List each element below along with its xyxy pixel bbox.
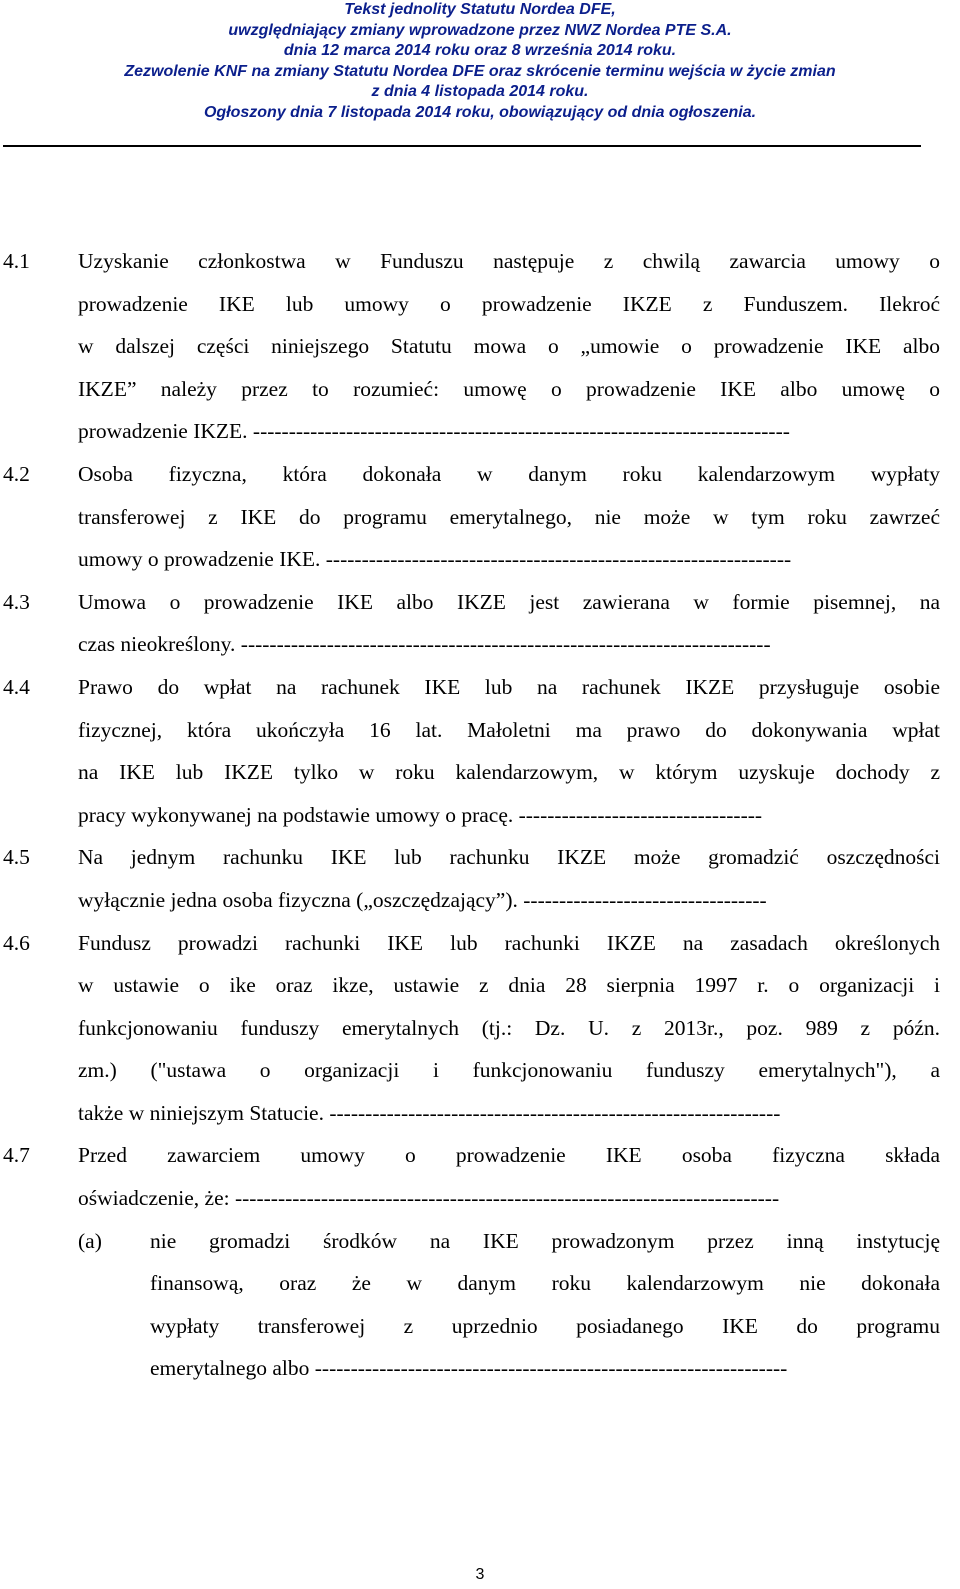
paragraph-line: funkcjonowaniu funduszy emerytalnych (tj.: Dz. U. z 2013r., poz. 989 z późn.	[78, 1015, 940, 1040]
section-4-2	[0, 453, 960, 496]
page-number: 3	[475, 1566, 485, 1583]
paragraph-line: Na jednym rachunku IKE lub rachunku IKZE może gromadzić oszczędności	[78, 845, 940, 870]
subitem-label: (a)	[78, 1228, 102, 1253]
paragraph-line: także w niniejszym Statucie. ---------------------------------------------------------------	[78, 1100, 781, 1125]
paragraph-line: Uzyskanie członkostwa w Funduszu następuje z chwilą zawarcia umowy o	[78, 249, 940, 273]
paragraph-line: w ustawie o ike oraz ikze, ustawie z dnia 28 sierpnia 1997 r. o organizacji i	[78, 973, 940, 998]
paragraph-line: w dalszej części niniejszego Statutu mowa o „umowie o prowadzenie IKE albo	[78, 334, 940, 359]
paragraph-line: prowadzenie IKE lub umowy o prowadzenie IKZE z Funduszem. Ilekroć	[78, 291, 940, 316]
paragraph-line: wyłącznie jedna osoba fizyczna („oszczędzający”). ----------------------------------	[78, 887, 767, 912]
paragraph-line: wypłaty transferowej z uprzednio posiadanego IKE do programu	[150, 1313, 940, 1338]
paragraph-line: umowy o prowadzenie IKE. -----------------------------------------------------------------	[78, 547, 792, 572]
header-line: Zezwolenie KNF na zmiany Statutu Nordea DFE oraz skrócenie terminu wejścia w życie zmian	[124, 62, 836, 80]
paragraph-line: oświadczenie, że: ----------------------------------------------------------------------------	[78, 1186, 780, 1211]
header-line: uwzględniający zmiany wprowadzone przez NWZ Nordea PTE S.A.	[228, 21, 732, 39]
section-4-5	[0, 836, 960, 879]
header-line: z dnia 4 listopada 2014 roku.	[371, 83, 589, 101]
paragraph-line: Umowa o prowadzenie IKE albo IKZE jest zawierana w formie pisemnej, na	[78, 589, 940, 614]
section-4-4	[0, 666, 960, 709]
subitem-a	[0, 1220, 960, 1263]
header-divider	[3, 145, 921, 147]
paragraph-line: emerytalnego albo ------------------------------------------------------------------	[150, 1356, 788, 1381]
paragraph-line: fizycznej, która ukończyła 16 lat. Małoletni ma prawo do dokonywania wpłat	[78, 717, 940, 742]
header-line: Tekst jednolity Statutu Nordea DFE,	[344, 1, 616, 18]
section-4-6	[0, 922, 960, 965]
paragraph-line: nie gromadzi środków na IKE prowadzonym przez inną instytucję	[150, 1228, 940, 1253]
section-number: 4.2	[3, 461, 30, 486]
section-number: 4.6	[3, 930, 30, 955]
paragraph-line: Prawo do wpłat na rachunek IKE lub na rachunek IKZE przysługuje osobie	[78, 674, 940, 699]
paragraph-line: zm.) ("ustawa o organizacji i funkcjonowaniu funduszy emerytalnych"), a	[78, 1058, 940, 1083]
header-line: Ogłoszony dnia 7 listopada 2014 roku, obowiązujący od dnia ogłoszenia.	[203, 103, 757, 121]
document-body	[0, 240, 960, 1390]
section-4-7	[0, 1134, 960, 1177]
paragraph-line: pracy wykonywanej na podstawie umowy o pracę. ----------------------------------	[78, 802, 763, 827]
paragraph-line: czas nieokreślony. --------------------------------------------------------------------------	[78, 632, 771, 657]
paragraph-line: prowadzenie IKZE. ---------------------------------------------------------------------------	[78, 419, 790, 444]
paragraph-line: finansową, oraz że w danym roku kalendarzowym nie dokonała	[150, 1271, 940, 1296]
paragraph-line: na IKE lub IKZE tylko w roku kalendarzowym, w którym uzyskuje dochody z	[78, 760, 940, 785]
section-number: 4.1	[3, 249, 30, 273]
paragraph-line: Osoba fizyczna, która dokonała w danym roku kalendarzowym wypłaty	[78, 461, 940, 486]
section-number: 4.4	[3, 674, 30, 699]
paragraph-line: IKZE” należy przez to rozumieć: umowę o prowadzenie IKE albo umowę o	[78, 376, 940, 401]
section-number: 4.3	[3, 589, 30, 614]
document-header	[0, 0, 960, 124]
paragraph-line: Fundusz prowadzi rachunki IKE lub rachunki IKZE na zasadach określonych	[78, 930, 940, 955]
section-4-1	[0, 240, 960, 283]
paragraph-line: transferowej z IKE do programu emerytalnego, nie może w tym roku zawrzeć	[78, 504, 940, 529]
section-number: 4.7	[3, 1143, 30, 1168]
section-4-3	[0, 581, 960, 624]
section-number: 4.5	[3, 845, 30, 870]
header-line: dnia 12 marca 2014 roku oraz 8 września 2014 roku.	[283, 42, 677, 60]
paragraph-line: Przed zawarciem umowy o prowadzenie IKE osoba fizyczna składa	[78, 1143, 940, 1168]
